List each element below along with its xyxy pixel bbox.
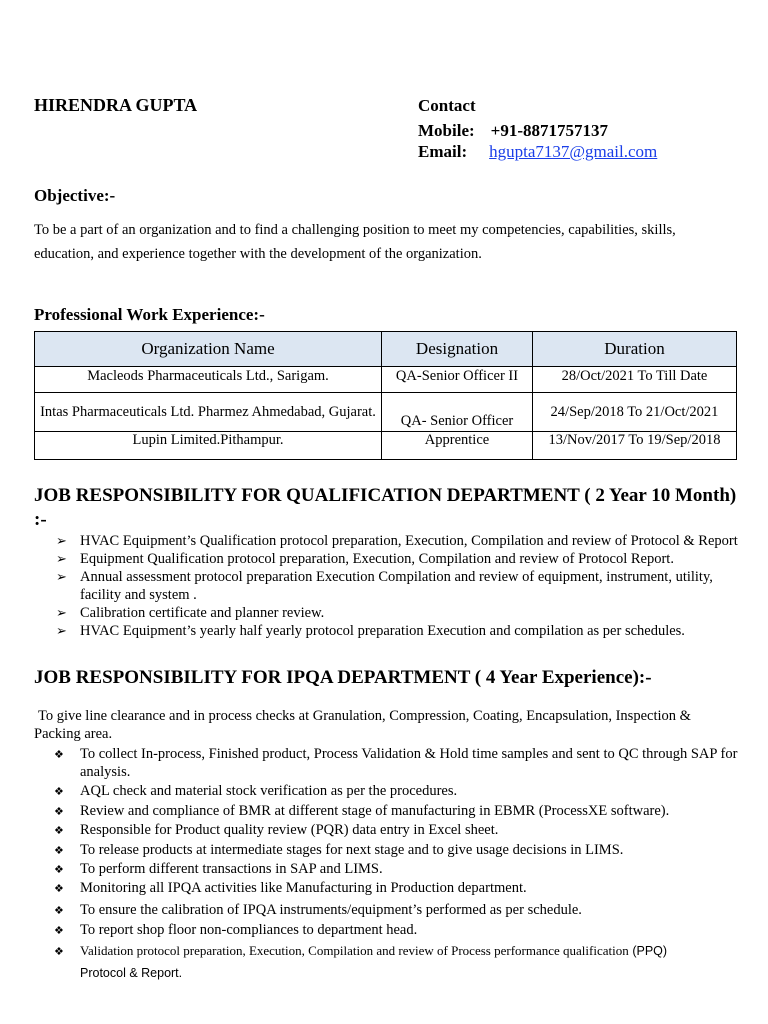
list-item: ➢ HVAC Equipment’s yearly half yearly protocol preparation Execution and compilation as per schedules.	[56, 623, 685, 639]
designation-cell: Apprentice	[382, 432, 533, 460]
email-label: Email:	[418, 142, 468, 161]
list-item: ❖ Monitoring all IPQA activities like Manufacturing in Production department.	[54, 880, 527, 897]
diamond-bullet-icon: ❖	[54, 924, 64, 937]
column-header: Duration	[533, 332, 737, 367]
mobile-label: Mobile:	[418, 121, 475, 140]
ipqa-heading: JOB RESPONSIBILITY FOR IPQA DEPARTMENT ( 4 Year Experience):-	[34, 667, 652, 688]
ipqa-intro: To give line clearance and in process checks at Granulation, Compression, Coating, Encapsulation, Inspection & Packing area.	[34, 708, 691, 742]
objective-text: To be a part of an organization and to find a challenging position to meet my competencies, capabilities, skills, education, and experience together with the development of the organization.	[34, 222, 676, 262]
mobile-value: +91-8871757137	[490, 121, 609, 140]
duration-cell: 13/Nov/2017 To 19/Sep/2018	[533, 432, 737, 460]
diamond-bullet-icon: ❖	[54, 883, 64, 896]
diamond-bullet-icon: ❖	[54, 786, 64, 799]
email-row	[418, 142, 657, 162]
diamond-bullet-icon: ❖	[54, 825, 64, 838]
work-experience-table	[34, 331, 737, 460]
org-cell: Macleods Pharmaceuticals Ltd., Sarigam.	[35, 367, 382, 393]
list-item: ❖ To release products at intermediate stages for next stage and to give usage decisions in LIMS.	[54, 841, 624, 858]
column-header: Designation	[382, 332, 533, 367]
list-item: ➢ Annual assessment protocol preparation Execution Compilation and review of equipment, instrument, utility, facility and system .	[56, 569, 713, 603]
duration-cell: 24/Sep/2018 To 21/Oct/2021	[533, 393, 737, 432]
list-item: ❖ Review and compliance of BMR at different stage of manufacturing in EBMR (ProcessXE software).	[54, 802, 670, 819]
list-item: ❖ AQL check and material stock verification as per the procedures.	[54, 783, 458, 800]
diamond-bullet-icon: ❖	[54, 905, 64, 918]
org-cell: Lupin Limited.Pithampur.	[35, 432, 382, 460]
work-experience-heading: Professional Work Experience:-	[34, 305, 265, 324]
qualification-list	[34, 532, 744, 640]
list-item: ❖ To collect In-process, Finished product, Process Validation & Hold time samples and sent to QC through SAP for analysis.	[54, 746, 738, 780]
diamond-bullet-icon: ❖	[54, 805, 64, 818]
arrow-bullet-icon: ➢	[56, 533, 67, 548]
list-item: ➢ Calibration certificate and planner review.	[56, 605, 325, 621]
list-item: ❖ To perform different transactions in SAP and LIMS.	[54, 860, 383, 877]
list-item: ➢ Equipment Qualification protocol preparation, Execution, Compilation and review of Protocol Report.	[56, 551, 674, 567]
arrow-bullet-icon: ➢	[56, 605, 67, 620]
diamond-bullet-icon: ❖	[54, 844, 64, 857]
list-item: ❖ Responsible for Product quality review (PQR) data entry in Excel sheet.	[54, 822, 499, 839]
list-item: ❖ To report shop floor non-compliances to department head.	[54, 921, 418, 938]
designation-cell: QA- Senior Officer	[382, 393, 533, 432]
list-item: ❖ Validation protocol preparation, Execution, Compilation and review of Process performance qualification (PPQ) Protocol & Report.	[54, 943, 668, 981]
duration-cell: 28/Oct/2021 To Till Date	[533, 367, 737, 393]
designation-cell: QA-Senior Officer II	[382, 367, 533, 393]
arrow-bullet-icon: ➢	[56, 569, 67, 584]
mobile-row	[418, 121, 608, 141]
email-link[interactable]: hgupta7137@gmail.com	[489, 142, 658, 161]
qualification-heading: JOB RESPONSIBILITY FOR QUALIFICATION DEPARTMENT ( 2 Year 10 Month) :-	[34, 485, 737, 530]
arrow-bullet-icon: ➢	[56, 623, 67, 638]
table-header-row	[35, 332, 737, 367]
diamond-bullet-icon: ❖	[54, 863, 64, 876]
arrow-bullet-icon: ➢	[56, 551, 67, 566]
table-row	[35, 393, 737, 432]
ipqa-list	[34, 745, 744, 986]
column-header: Organization Name	[35, 332, 382, 367]
org-cell: Intas Pharmaceuticals Ltd. Pharmez Ahmedabad, Gujarat.	[35, 393, 382, 432]
contact-heading: Contact	[418, 96, 476, 115]
list-item: ❖ To ensure the calibration of IPQA instruments/equipment’s performed as per schedule.	[54, 902, 582, 919]
diamond-bullet-icon: ❖	[54, 749, 64, 761]
diamond-bullet-icon: ❖	[54, 946, 64, 959]
table-row	[35, 432, 737, 460]
table-row	[35, 367, 737, 393]
candidate-name: HIRENDRA GUPTA	[34, 95, 198, 115]
list-item: ➢ HVAC Equipment’s Qualification protocol preparation, Execution, Compilation and review of Protocol & Report	[56, 533, 738, 549]
objective-heading: Objective:-	[34, 186, 116, 205]
